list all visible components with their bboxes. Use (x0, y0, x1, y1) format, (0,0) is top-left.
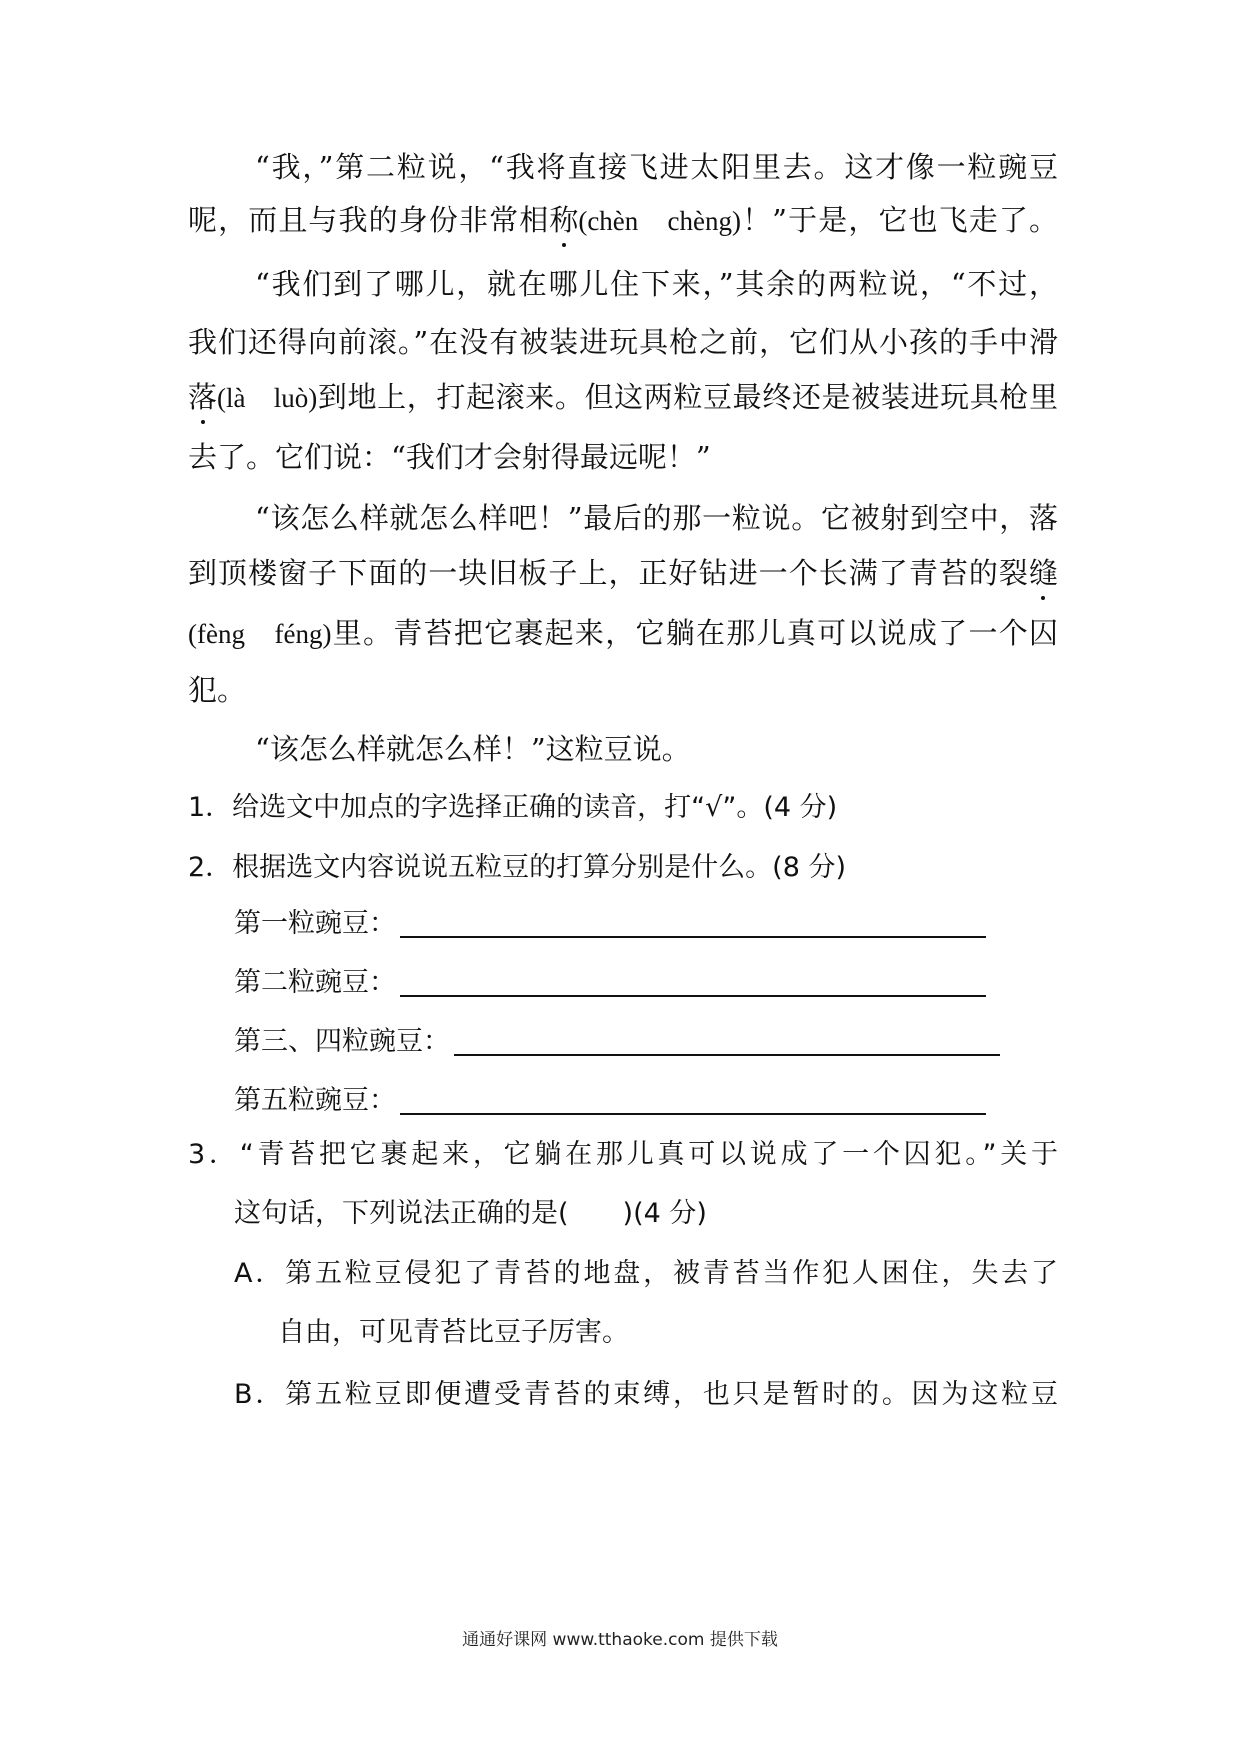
question-text: 2．根据选文内容说说五粒豆的打算分别是什么。(8 分) (188, 852, 847, 883)
pinyin-options: (là luò) (217, 383, 318, 413)
question-text: 1．给选文中加点的字选择正确的读音，打“√”。(4 分) (188, 792, 838, 823)
dotted-character: 落 (188, 377, 217, 417)
answer-row-2 (234, 963, 986, 1003)
passage-text: “该怎么样就怎么样！”这粒豆说。 (255, 732, 691, 766)
answer-blank-4[interactable] (400, 1112, 986, 1115)
passage-line (188, 613, 1058, 654)
pinyin-options: (fèng féng) (188, 619, 332, 649)
passage-line (255, 498, 1058, 538)
question-3 (188, 1135, 1058, 1175)
passage-line (188, 553, 1058, 593)
passage-line (255, 264, 1058, 304)
answer-label: 第一粒豌豆： (234, 908, 396, 939)
passage-line (255, 729, 1058, 769)
question-2 (188, 848, 1058, 888)
passage-text: 呢，而且与我的身份非常相 (188, 203, 550, 237)
pinyin-options: (chèn chèng) (578, 206, 741, 236)
question-1 (188, 788, 1058, 828)
passage-text: 到顶楼窗子下面的一块旧板子上，正好钻进一个长满了青苔的裂 (188, 556, 1029, 590)
option-text: A．第五粒豆侵犯了青苔的地盘，被青苔当作犯人困住，失去了 (234, 1258, 1058, 1289)
passage-line (188, 670, 1058, 710)
dotted-character: 缝 (1029, 553, 1058, 593)
answer-label: 第二粒豌豆： (234, 967, 396, 998)
answer-label: 第五粒豌豆： (234, 1085, 396, 1116)
question-text: 这句话，下列说法正确的是( )(4 分) (234, 1198, 707, 1229)
passage-text: “该怎么样就怎么样吧！”最后的那一粒说。它被射到空中，落 (255, 501, 1058, 535)
option-text: 自由，可见青苔比豆子厉害。 (278, 1317, 629, 1348)
answer-row-3 (234, 1022, 1000, 1062)
passage-line (188, 437, 1058, 477)
answer-row-4 (234, 1081, 986, 1121)
passage-line (188, 322, 1058, 362)
passage-line (255, 147, 1058, 187)
passage-text: “我们到了哪儿，就在哪儿住下来，”其余的两粒说，“不过， (255, 267, 1058, 301)
option-text: B．第五粒豆即便遭受青苔的束缚，也只是暂时的。因为这粒豆 (234, 1379, 1058, 1410)
answer-blank-1[interactable] (400, 935, 986, 938)
passage-text: 犯。 (188, 673, 247, 707)
answer-row-1 (234, 904, 986, 944)
passage-line (188, 377, 1058, 418)
dotted-character: 称 (549, 200, 578, 240)
question-3-line-2 (234, 1194, 1058, 1234)
passage-text: 去了。它们说：“我们才会射得最远呢！” (188, 440, 711, 474)
answer-blank-2[interactable] (400, 994, 986, 997)
passage-text: ！”于是，它也飞走了。 (740, 203, 1058, 237)
passage-text: 我们还得向前滚。”在没有被装进玩具枪之前，它们从小孩的手中滑 (188, 325, 1058, 359)
question-text: 3．“青苔把它裹起来，它躺在那儿真可以说成了一个囚犯。”关于 (188, 1139, 1058, 1170)
passage-text: “我，”第二粒说，“我将直接飞进太阳里去。这才像一粒豌豆 (255, 150, 1058, 184)
answer-blank-3[interactable] (454, 1053, 1000, 1056)
option-b[interactable] (234, 1375, 1058, 1415)
option-a-line-2 (278, 1313, 1058, 1353)
passage-text: 里。青苔把它裹起来，它躺在那儿真可以说成了一个囚 (331, 616, 1058, 650)
option-a[interactable] (234, 1254, 1058, 1294)
passage-text: 到地上，打起滚来。但这两粒豆最终还是被装进玩具枪里 (317, 380, 1058, 414)
passage-line (188, 200, 1058, 241)
answer-label: 第三、四粒豌豆： (234, 1026, 450, 1057)
footer-credit: 通通好课网 www.tthaoke.com 提供下载 (462, 1630, 778, 1650)
